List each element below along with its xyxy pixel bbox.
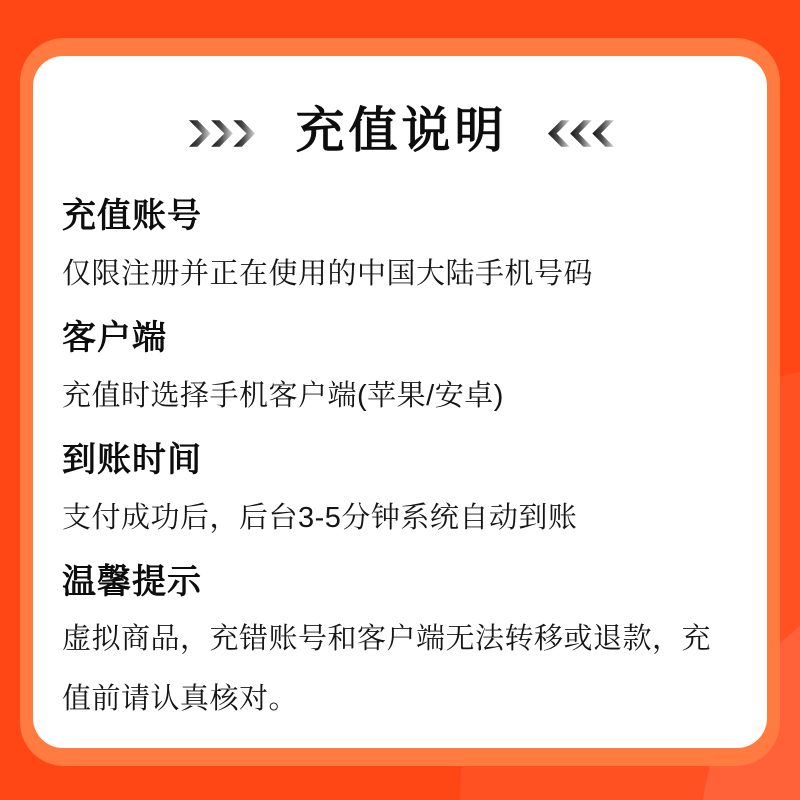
section-recharge-account: [62, 197, 741, 294]
chevrons-right-icon: [189, 120, 255, 147]
section-heading: 充值账号: [62, 197, 202, 235]
section-body: 虚拟商品，充错账号和客户端无法转移或退款，充值前请认真核对。: [62, 623, 712, 715]
section-body: 支付成功后，后台3-5分钟系统自动到账: [62, 502, 578, 534]
section-client: [62, 319, 741, 416]
page-title: 充值说明: [295, 104, 508, 158]
section-heading: 客户端: [62, 319, 167, 357]
section-heading: 到账时间: [62, 441, 202, 479]
section-heading: 温馨提示: [62, 563, 202, 601]
section-body: 仅限注册并正在使用的中国大陆手机号码: [62, 258, 594, 290]
section-warm-tips: [62, 563, 741, 729]
chevrons-left-icon: [548, 120, 614, 147]
card-frame: [20, 38, 780, 766]
section-arrival-time: [62, 441, 741, 538]
title-row: [62, 102, 741, 160]
section-body: 充值时选择手机客户端(苹果/安卓): [62, 380, 504, 412]
recharge-instructions-card: [33, 56, 767, 748]
